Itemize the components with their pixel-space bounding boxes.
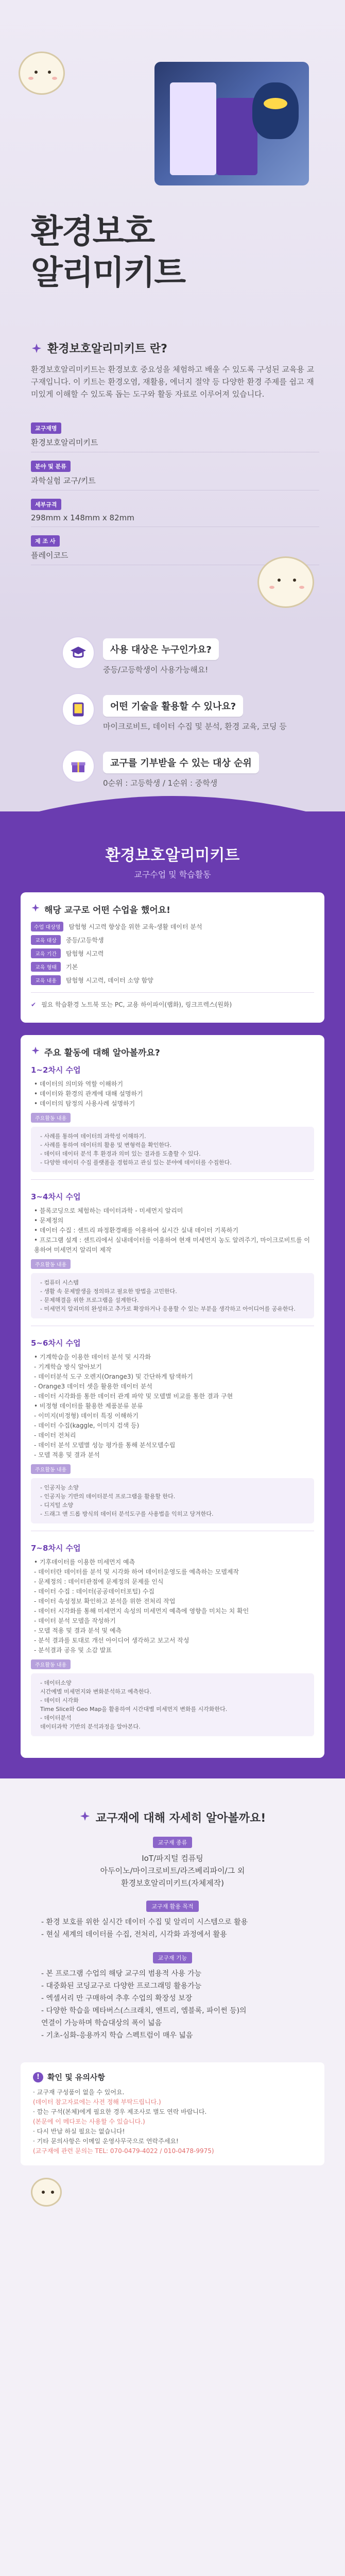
lesson-block xyxy=(31,1543,314,1736)
lesson-item: - 기계학습 방식 알아보기 xyxy=(34,1363,102,1370)
lesson-block xyxy=(31,1337,314,1531)
qa-answer: 중등/고등학생이 사용가능해요! xyxy=(103,665,209,674)
qa-answer: 마이크로비트, 데이터 수집 및 분석, 환경 교육, 코딩 등 xyxy=(103,722,287,731)
lesson-item: • 데이터의 탐정의 사용사례 설명하기 xyxy=(34,1100,135,1107)
lesson-heading: 3~4차시 수업 xyxy=(31,1192,81,1201)
lesson-heading: 1~2차시 수업 xyxy=(31,1065,81,1075)
qa-item xyxy=(103,695,330,732)
lesson-item: - 문제정의 : 데이터관점에 문제정의 문제를 인식 xyxy=(34,1578,164,1585)
lesson-section xyxy=(0,811,345,1778)
activity-item: - 문제해결을 위한 프로그램을 설계한다. xyxy=(40,1297,139,1303)
lesson-item: - 데이터 전처리 xyxy=(34,1432,76,1439)
intro-heading xyxy=(31,340,167,356)
notice-heading-text: 확인 및 유의사항 xyxy=(47,2073,105,2082)
notice-item: · 깜는 구석(본체)에게 필요한 경우 제조사로 별도 연락 바랍니다. xyxy=(33,2108,207,2115)
lesson-item: • 데이터 수집 : 센트리 파정환경패를 이용하여 실시간 실내 데이터 기록하기 xyxy=(34,1227,239,1234)
feature-item: - 대중화된 코딩교구로 다양한 프로그래밍 활용가능 xyxy=(41,1982,202,1990)
info-row xyxy=(31,935,314,945)
lesson-item: - 데이터 수집 : 데이터(공공데이터포털) 수집 xyxy=(34,1588,154,1595)
meta-list xyxy=(31,422,319,573)
feature-item: - 본 프로그램 수업의 해당 교구의 범용적 사용 가능 xyxy=(41,1970,202,1978)
feature-item: - 다양한 학습을 메타버스(스크래치, 엔트리, 엠블록, 파이썬 등)의 xyxy=(41,2007,247,2015)
activity-label: 주요활동 내용 xyxy=(31,1113,71,1123)
lesson-heading: 5~6차시 수업 xyxy=(31,1338,81,1348)
mascot-character xyxy=(257,556,314,608)
purpose-list xyxy=(21,1916,324,1941)
lesson-item: • 데이터와 환경의 관계에 대해 설명하기 xyxy=(34,1090,143,1097)
title-line-2: 알리미키트 xyxy=(31,254,185,292)
qa-question: 교구를 기부받을 수 있는 대상 순위 xyxy=(103,752,259,773)
lesson-block xyxy=(31,1191,314,1326)
detail-section xyxy=(0,1778,345,2227)
qa-question: 사용 대상은 누구인가요? xyxy=(103,638,219,660)
activity-item: - 디지털 소양 xyxy=(40,1502,74,1509)
hero-section xyxy=(0,0,345,626)
card-heading xyxy=(31,903,314,916)
activity-item: Time Slice와 Geo Map을 활용하여 시간대별 미세먼지 변화를 시각화한다. xyxy=(40,1706,228,1713)
qa-question: 어떤 기술을 활용할 수 있나요? xyxy=(103,695,243,717)
activity-box xyxy=(31,1127,314,1172)
qa-item xyxy=(103,638,330,675)
card-heading-text: 주요 활동에 대해 알아볼까요? xyxy=(44,1048,160,1058)
lesson-section-title: 환경보호알리미키트 xyxy=(105,846,240,865)
info-row xyxy=(31,962,314,972)
tablet-icon xyxy=(62,693,95,726)
component-line: IoT/파지털 컴퓨팅 xyxy=(142,1854,203,1863)
lesson-item: - 데이터 속성정보 확인하고 분석을 위한 전처리 작업 xyxy=(34,1598,176,1605)
lesson-item: - 분석결과 공유 및 소감 발표 xyxy=(34,1647,112,1654)
materials-row xyxy=(31,1000,314,1009)
lesson-item: - 데이터 수집(kaggle, 이미지 검색 등) xyxy=(34,1422,140,1429)
lesson-item: - 데이터란 데이터를 분석 및 시각화 하여 데이터운영도를 예측하는 모델제작 xyxy=(34,1568,239,1575)
purpose-item: - 환경 보호를 위한 실시간 데이터 수집 및 알리미 시스템으로 활용 xyxy=(41,1918,248,1926)
sparkle-icon xyxy=(79,1810,91,1825)
sparkle-icon xyxy=(31,903,40,915)
info-value: 탐험형 시고력 향상을 위한 교육-생활 데이터 분석 xyxy=(68,923,202,930)
notice-heading xyxy=(33,2072,312,2082)
notice-item: · 다시 반납 하실 필요는 없습니다! xyxy=(33,2128,125,2135)
info-label: 교육 기간 xyxy=(31,948,61,958)
lesson-block xyxy=(31,1064,314,1180)
meta-value: 과학실험 교구/키트 xyxy=(31,476,96,485)
meta-item xyxy=(31,422,319,452)
activity-item: - 생활 속 문제발생을 정의하고 필요한 방법을 고민한다. xyxy=(40,1288,177,1295)
lesson-item: - 데이터 분석 모델을 작성하기 xyxy=(34,1617,116,1624)
lesson-item: • 프로그램 설계 : 센트리에서 실내데이터를 이용하여 현재 미세먼지 농도 알려주기, 마이크로비트를 이용하여 미세먼지 알리미 제작 xyxy=(34,1236,310,1253)
info-icon: ! xyxy=(33,2072,43,2082)
notice-item: (본문에 이 메다포는 사용할 수 있습니다.) xyxy=(33,2118,145,2125)
activity-item: - 컴퓨터 시스템 xyxy=(40,1279,79,1286)
info-row xyxy=(31,922,314,931)
feature-item: - 엑셀서리 만 구매하여 추후 수업의 확장성 보장 xyxy=(41,1994,193,2003)
sparkle-icon xyxy=(31,1046,40,1058)
meta-item xyxy=(31,499,319,527)
meta-value: 플레이코드 xyxy=(31,551,68,560)
lesson-item: • 기후데이터를 이용한 미세먼지 예측 xyxy=(34,1558,135,1566)
notice-item: (교구재에 관련 문의는 TEL: 070-0479-4022 / 010-0478-9975) xyxy=(33,2147,214,2155)
gift-box-icon xyxy=(62,750,95,783)
lesson-item: • 비정형 데이터를 활용한 제품분류 분류 xyxy=(34,1402,143,1410)
info-value: 기본 xyxy=(66,963,78,971)
lesson-section-subtitle: 교구수업 및 학습활동 xyxy=(134,870,211,879)
intro-heading-text: 환경보호알리미키트 란? xyxy=(47,343,167,355)
activity-item: - 데이터소양 xyxy=(40,1680,72,1686)
info-label: 교육 대상 xyxy=(31,935,61,945)
materials-text: 필요 학습환경 노트북 또는 PC, 교용 하이파이(랩화), 링크프렉스(원화) xyxy=(41,1001,232,1008)
lesson-item: - 이미지(비정형) 데이터 특징 이해하기 xyxy=(34,1412,139,1419)
activity-item: - 다양한 데이터 수집 플랫폼을 경험하고 관심 있는 분야에 데이터를 수집한다. xyxy=(40,1159,232,1166)
lesson-item: • 기계학습을 이용한 데이터 분석 및 시각화 xyxy=(34,1353,151,1361)
meta-item xyxy=(31,461,319,490)
activity-item: - 사례를 통하여 데이터의 과학성 이해하기. xyxy=(40,1133,146,1140)
activity-label: 주요활동 내용 xyxy=(31,1464,71,1474)
activity-item: - 드래그 앤 드롭 방식의 데이터 분석도구를 사용법을 익히고 당겨한다. xyxy=(40,1511,214,1517)
divider xyxy=(31,1179,314,1180)
meta-label: 세부규격 xyxy=(31,499,61,510)
notice-list xyxy=(33,2088,312,2156)
notice-box xyxy=(21,2062,324,2165)
purpose-item: - 현실 세계의 데이터를 수집, 전처리, 시각화 과정에서 활용 xyxy=(41,1930,227,1939)
title-line-1: 환경보호 xyxy=(31,213,154,251)
activity-item: - 데이터 시각화 xyxy=(40,1697,79,1704)
card-heading-text: 해당 교구로 어떤 수업을 했어요! xyxy=(44,905,170,916)
activities-card xyxy=(21,1035,324,1758)
lesson-item: • 데이터의 의미와 역할 이해하기 xyxy=(34,1080,124,1088)
kit-device xyxy=(216,98,257,175)
lesson-item: - 데이터 시각화를 통한 데이터 관계 파악 및 모델별 비교를 통한 결과 구현 xyxy=(34,1393,233,1400)
lesson-item: - Orange3 데이터 셋을 활용한 데이터 분석 xyxy=(34,1383,152,1390)
meta-label: 제 조 사 xyxy=(31,535,60,547)
class-info-card xyxy=(21,892,324,1023)
lesson-list xyxy=(31,1064,314,1736)
mascot-character xyxy=(31,2178,62,2207)
owl-character xyxy=(252,82,299,139)
feature-list xyxy=(21,1968,324,2042)
activity-box xyxy=(31,1478,314,1523)
lesson-heading: 7~8차시 수업 xyxy=(31,1544,81,1553)
info-label: 교육 내용 xyxy=(31,975,61,985)
notice-item: · 교구재 구성품이 없을 수 있어요. xyxy=(33,2089,125,2096)
tag-features: 교구재 기능 xyxy=(153,1952,193,1963)
kit-box xyxy=(170,82,216,175)
meta-value: 298mm x 148mm x 82mm xyxy=(31,513,134,522)
info-row xyxy=(31,975,314,985)
info-row xyxy=(31,948,314,958)
product-photo xyxy=(154,62,309,185)
sparkle-icon xyxy=(31,343,42,354)
activity-item: - 인공지능 기반의 데이터분석 프로그램을 활용할 한다. xyxy=(40,1493,176,1500)
activity-item: - 인공지능 소양 xyxy=(40,1484,79,1491)
qa-answer: 0순위 : 고등학생 / 1순위 : 중학생 xyxy=(103,778,218,788)
meta-label: 교구재명 xyxy=(31,422,61,434)
activity-label: 주요활동 내용 xyxy=(31,1659,71,1669)
activity-item: - 사례를 통하여 데이터의 활용 및 변형력을 확인한다. xyxy=(40,1142,172,1148)
tag-components: 교구재 종류 xyxy=(153,1837,193,1848)
lesson-item: - 데이터 분석 모델별 성능 평가를 통해 분석모델수립 xyxy=(34,1442,176,1449)
lesson-item: • 블록코딩으로 체험하는 데이터과학 - 미세먼지 알리미 xyxy=(34,1207,183,1214)
meta-value: 환경보호알리미키트 xyxy=(31,438,98,447)
notice-item: · 기타 문의사항은 이메일 운영사무국으로 연락주세요! xyxy=(33,2138,179,2145)
lesson-item: - 데이터 시각화를 통해 미세먼지 속성의 미세먼지 예측에 영향을 미치는 치 확인 xyxy=(34,1607,249,1615)
divider xyxy=(31,992,314,993)
activity-item: 데이터과학 기반의 분석과정을 알아본다. xyxy=(40,1723,141,1730)
info-value: 탐험형 시고력, 데이터 소양 함양 xyxy=(66,977,153,984)
intro-text: 환경보호알리미키트는 환경보호 중요성을 체험하고 배울 수 있도록 구성된 교육용 교구재입니다. 이 키트는 환경오염, 재활용, 에너지 절약 등 다양한 환경 주제를 쉽고 재미있게 이해할 수 있도록 돕는 도구와 활동 자료로 이루어져 있습니다. xyxy=(31,365,315,399)
mascot-character xyxy=(19,52,65,95)
detail-heading-text: 교구재에 대해 자세히 알아볼까요! xyxy=(95,1812,266,1825)
detail-heading xyxy=(21,1809,324,1825)
info-value: 탐험형 시고력 xyxy=(66,950,104,957)
curve-decoration xyxy=(0,781,345,822)
lesson-item: - 분석 결과를 토대로 개선 아이디어 생각하고 보고서 작성 xyxy=(34,1637,189,1644)
lesson-item: - 모델 적용 및 결과 분석 및 예측 xyxy=(34,1627,122,1634)
component-line: 환경보호알리미키트(자체제작) xyxy=(120,1878,225,1888)
lesson-item: - 데이터분석 도구 오렌지(Orange3) 및 간단하게 탐색하기 xyxy=(34,1373,193,1380)
activity-item: - 미세먼지 알리미의 완성하고 추가로 확장하거나 응용할 수 있는 부분을 생각하고 아이디어를 공유한다. xyxy=(40,1306,296,1312)
activity-item: 시간예별 미세먼지와 변화분석하고 예측한다. xyxy=(40,1688,151,1695)
activity-box xyxy=(31,1673,314,1736)
feature-item: 연결이 가능하며 학습대상의 폭이 넓음 xyxy=(41,2019,162,2027)
activity-item: - 데이터 데이터 분석 후 환경과 의미 있는 결과를 도출할 수 있다. xyxy=(40,1150,201,1157)
activity-item: - 데이터분석 xyxy=(40,1715,72,1721)
lesson-item: • 문제정의 xyxy=(34,1217,64,1224)
component-line: 아두이노/마이크로비트/라즈베리파이/그 외 xyxy=(100,1866,245,1875)
info-label: 교육 형태 xyxy=(31,962,61,972)
tag-purpose: 교구재 활용 목적 xyxy=(146,1901,198,1912)
card-heading xyxy=(31,1045,314,1058)
check-icon: ✔ xyxy=(31,1001,37,1008)
activity-box xyxy=(31,1273,314,1318)
info-label: 수업 대상명 xyxy=(31,922,63,931)
notice-item: (데이터 참고자료에는 사전 정해 부탁드립니다.) xyxy=(33,2098,161,2106)
activity-label: 주요활동 내용 xyxy=(31,1259,71,1269)
info-value: 중등/고등학생 xyxy=(66,937,104,944)
lesson-item: - 모델 적용 및 결과 분석 xyxy=(34,1451,100,1459)
page-title xyxy=(31,211,319,294)
meta-label: 분야 및 분류 xyxy=(31,461,71,472)
feature-item: - 기초-심화-응용까지 학습 스펙트럼이 매우 넓음 xyxy=(41,2031,193,2040)
graduation-cap-icon xyxy=(62,636,95,669)
